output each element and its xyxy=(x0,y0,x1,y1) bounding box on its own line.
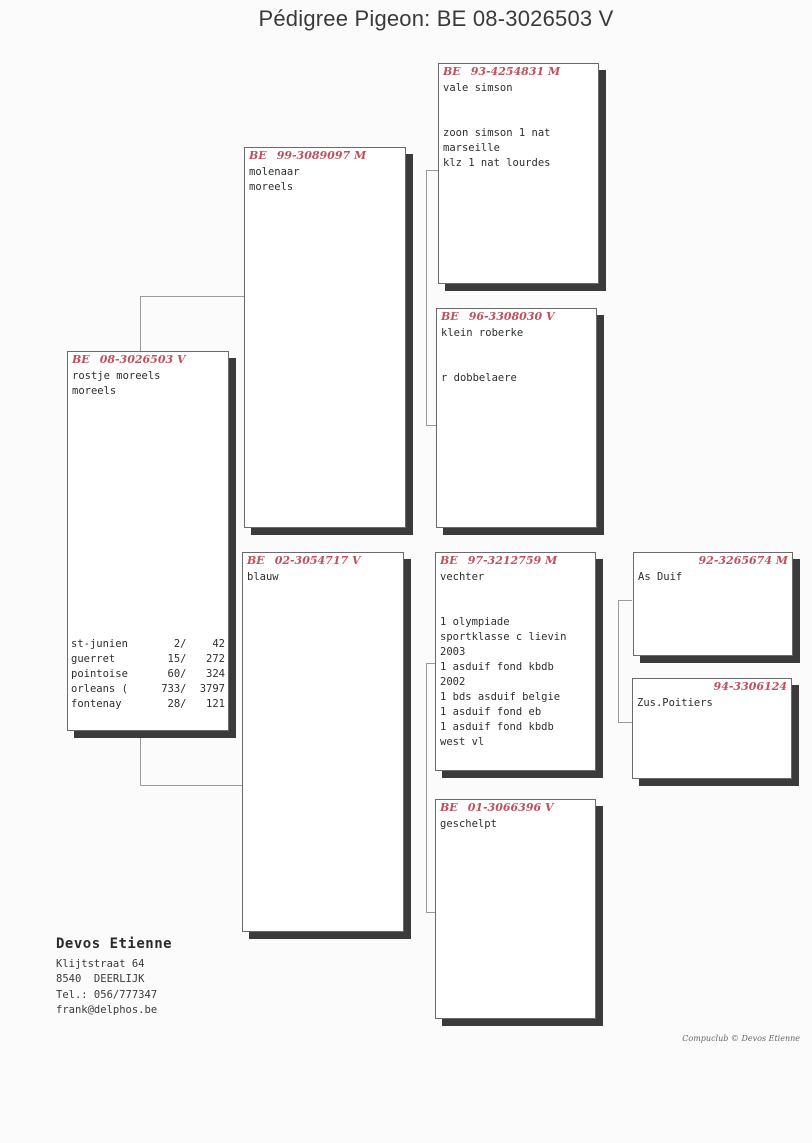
ring-number: BE 96-3308030 V xyxy=(441,310,555,323)
owner-address: Klijtstraat 64 xyxy=(56,957,145,970)
footer-credit: Compuclub © Devos Etienne xyxy=(682,1034,800,1043)
pigeon-info: Zus.Poitiers xyxy=(637,697,713,709)
ring-number: BE 01-3066396 V xyxy=(440,801,554,814)
pigeon-card-dam-sire xyxy=(435,552,596,771)
ring-number: BE 02-3054717 V xyxy=(247,554,361,567)
ring-number: BE 97-3212759 M xyxy=(440,554,558,567)
connector xyxy=(618,600,632,601)
page-title: Pédigree Pigeon: BE 08-3026503 V xyxy=(258,6,614,31)
connector xyxy=(618,600,619,723)
result-row: guerret 15/ 272 xyxy=(71,653,225,665)
ring-number: BE 99-3089097 M xyxy=(249,149,367,162)
pigeon-info: vechter 1 olympiade sportklasse c lievin 2003 1 asduif fond kbdb 2002 1 bds asduif belgie 1 asduif fond eb 1 asduif fond kbdb west vl xyxy=(440,571,567,748)
pigeon-info: blauw xyxy=(247,571,279,583)
pigeon-card-sire-sire xyxy=(438,63,599,284)
pigeon-card-sire-dam xyxy=(436,308,597,528)
pigeon-card-dam-dam xyxy=(435,799,596,1019)
ring-number: BE 08-3026503 V xyxy=(72,353,186,366)
owner-name: Devos Etienne xyxy=(56,936,173,952)
result-row: pointoise 60/ 324 xyxy=(71,668,225,680)
connector xyxy=(426,912,435,913)
owner-city: 8540 DEERLIJK xyxy=(56,973,145,985)
owner-email: frank@delphos.be xyxy=(56,1004,158,1016)
connector xyxy=(618,722,632,723)
connector xyxy=(426,170,427,426)
owner-phone: Tel.: 056/777347 xyxy=(56,988,158,1001)
connector xyxy=(426,663,427,913)
ring-number: BE 93-4254831 M xyxy=(443,65,561,78)
connector xyxy=(140,296,141,351)
connector xyxy=(140,785,242,786)
pigeon-card-dam-sire-sire xyxy=(633,552,793,656)
pigeon-info: geschelpt xyxy=(440,818,497,830)
connector xyxy=(426,425,436,426)
pigeon-info: rostje moreels moreels xyxy=(72,370,161,397)
connector xyxy=(140,730,141,786)
pigeon-card-dam-sire-dam xyxy=(632,678,792,779)
connector xyxy=(426,170,438,171)
pigeon-info: As Duif xyxy=(638,571,683,583)
owner-info xyxy=(56,937,172,1019)
ring-number: 92-3265674 M xyxy=(698,554,788,567)
pigeon-card-sire xyxy=(244,147,406,528)
pigeon-card-dam xyxy=(242,552,404,932)
pigeon-card-subject xyxy=(67,351,229,731)
result-row: orleans ( 733/ 3797 xyxy=(71,683,225,695)
result-row: st-junien 2/ 42 xyxy=(71,638,225,650)
pigeon-info: molenaar moreels xyxy=(249,166,300,193)
ring-number: 94-3306124 xyxy=(713,680,787,693)
pigeon-info: vale simson zoon simson 1 nat marseille klz 1 nat lourdes xyxy=(443,82,551,169)
connector xyxy=(140,296,244,297)
race-results xyxy=(71,637,225,712)
pigeon-info: klein roberke r dobbelaere xyxy=(441,327,524,384)
result-row: fontenay 28/ 121 xyxy=(71,698,225,710)
connector xyxy=(426,663,435,664)
